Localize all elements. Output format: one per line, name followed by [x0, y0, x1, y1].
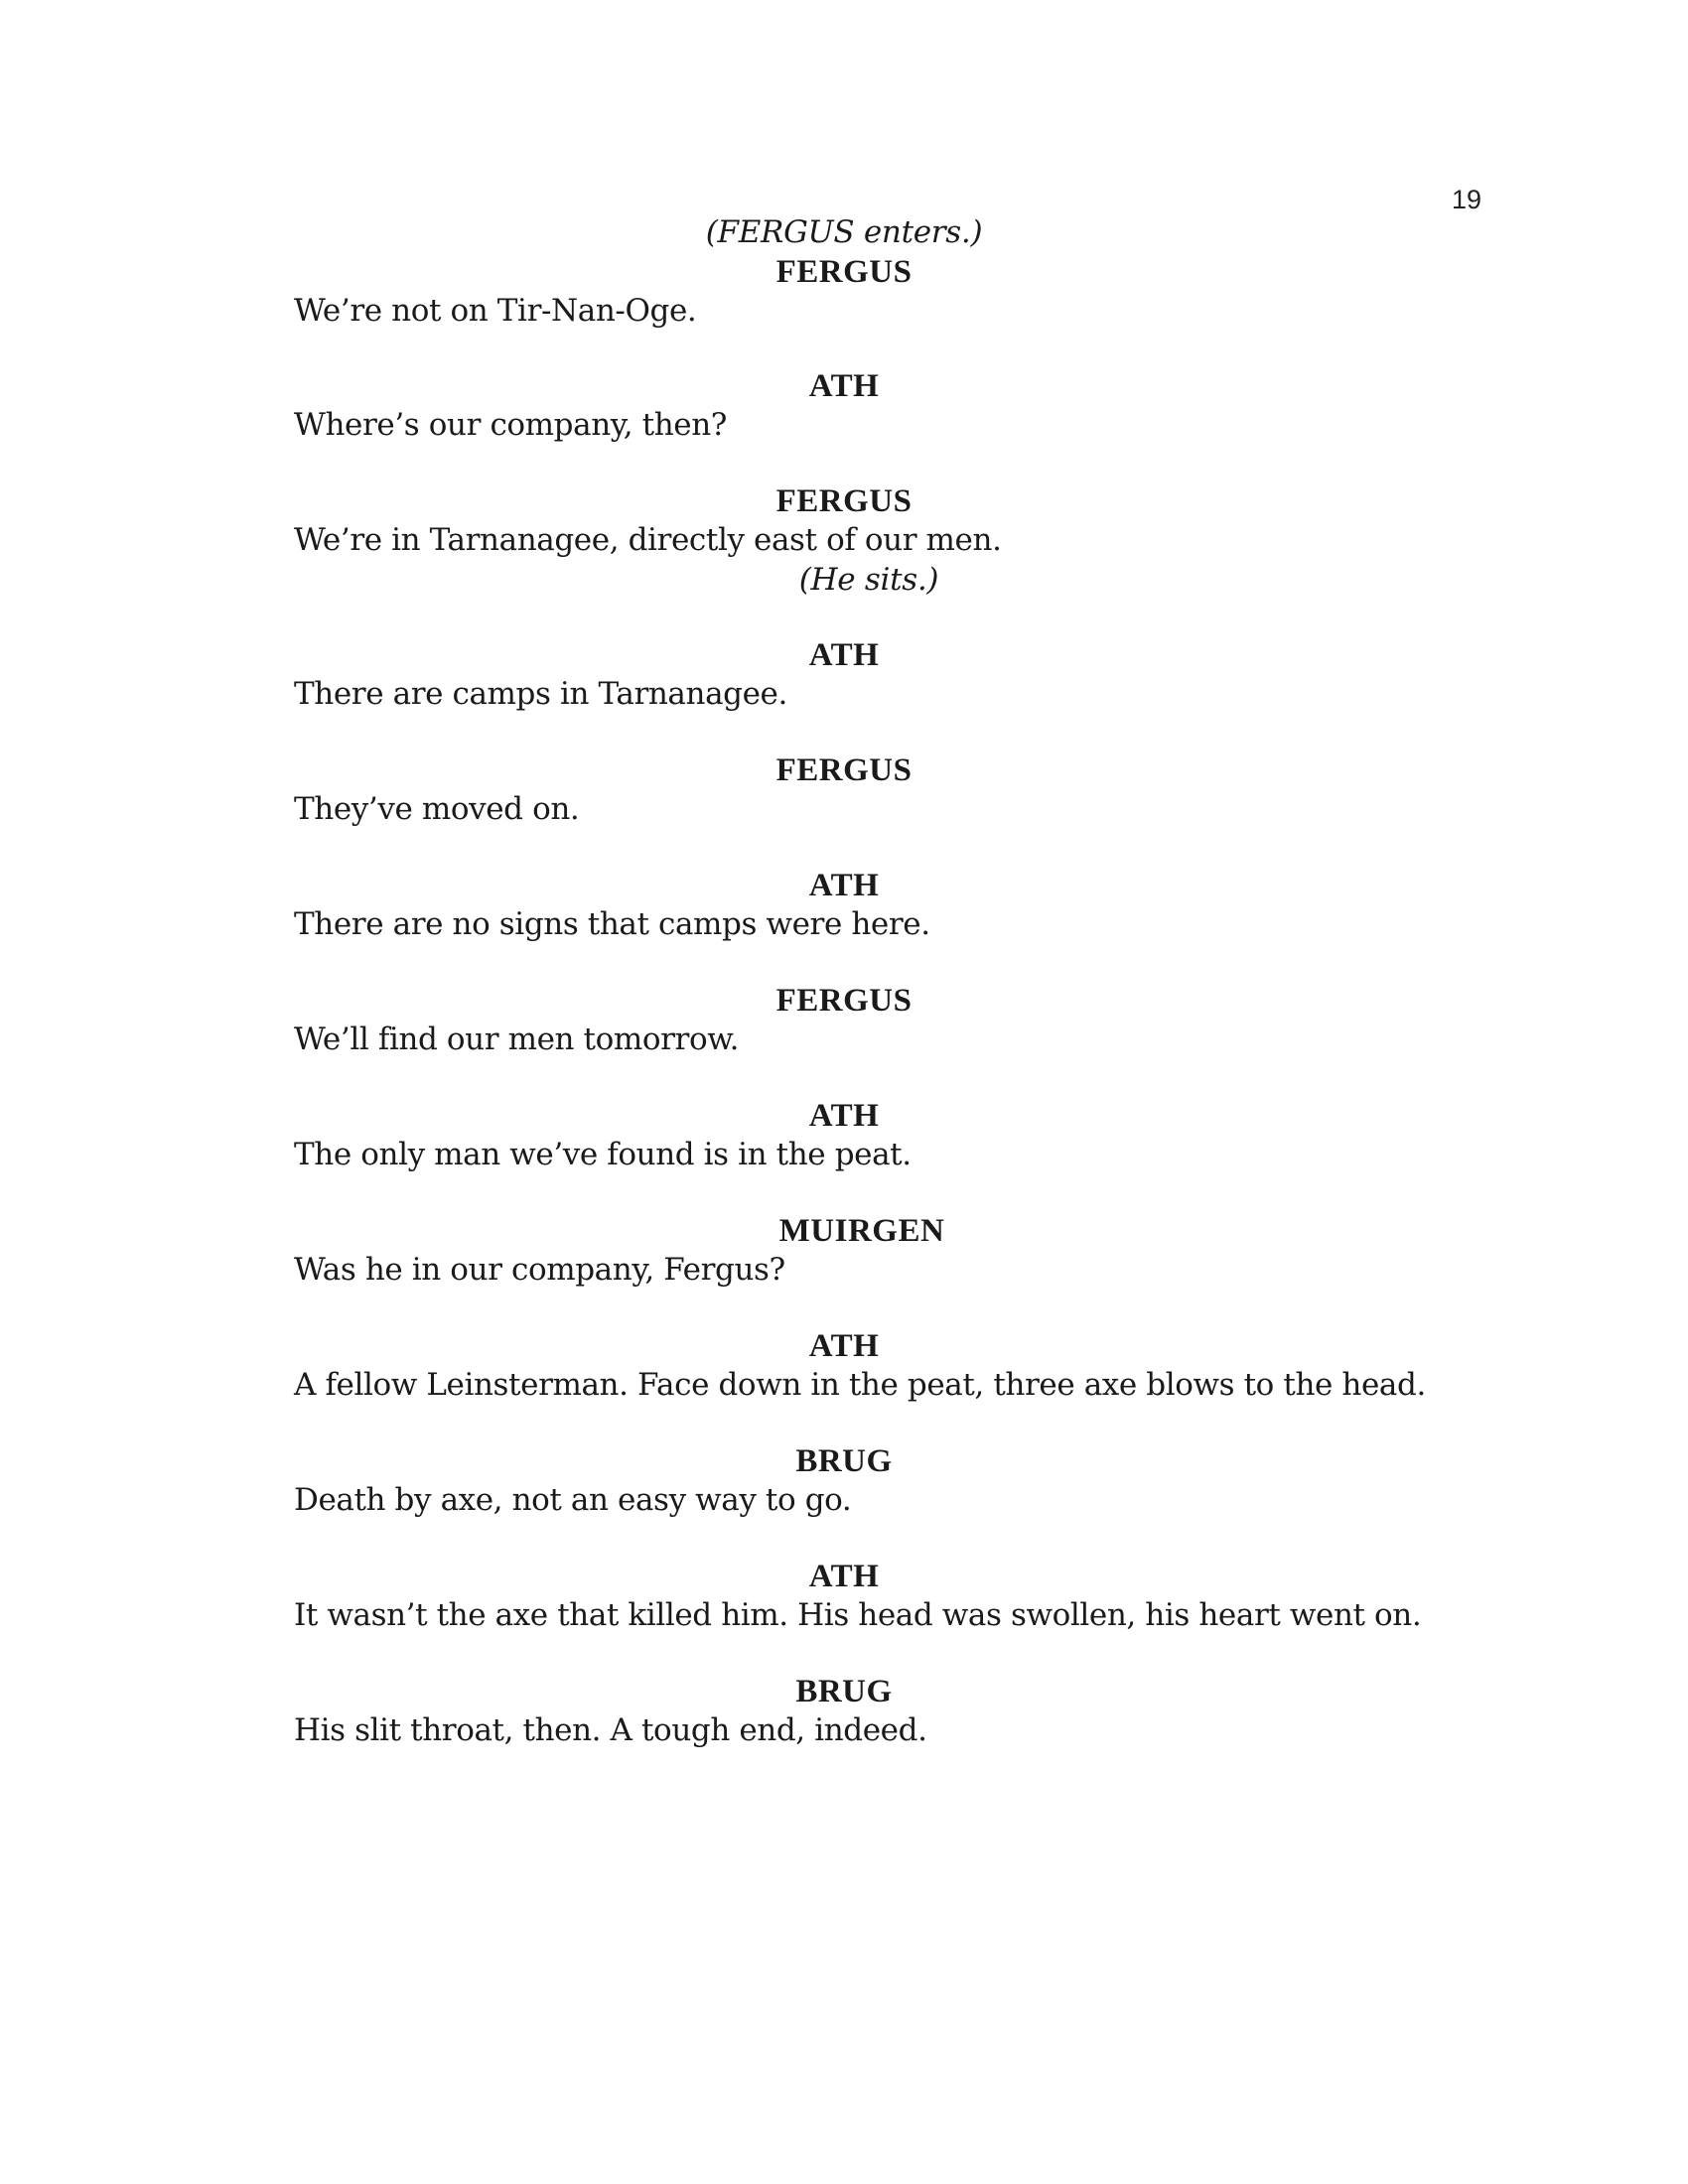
stage-direction: (He sits.) [798, 562, 939, 598]
speaker-name: FERGUS [775, 254, 913, 290]
speaker-name: BRUG [795, 1443, 893, 1479]
speaker-name: FERGUS [775, 983, 913, 1019]
dialogue-line: Death by axe, not an easy way to go. [294, 1482, 852, 1518]
dialogue-line: We’ll find our men tomorrow. [294, 1022, 740, 1057]
dialogue-line: The only man we’ve found is in the peat. [294, 1137, 912, 1172]
page-number: 19 [1452, 185, 1482, 214]
speaker-name: ATH [808, 1328, 880, 1364]
dialogue-line: It wasn’t the axe that killed him. His head was swollen, his heart went on. [294, 1597, 1422, 1633]
dialogue-line: There are no signs that camps were here. [294, 906, 930, 942]
speaker-name: FERGUS [775, 483, 913, 519]
dialogue-line: We’re in Tarnanagee, directly east of our men. [294, 522, 1002, 558]
dialogue-line: His slit throat, then. A tough end, indeed. [294, 1712, 927, 1748]
speaker-name: FERGUS [775, 752, 913, 788]
speaker-name: BRUG [795, 1674, 893, 1709]
speaker-name: ATH [808, 368, 880, 404]
speaker-name: ATH [808, 868, 880, 903]
dialogue-line: Where’s our company, then? [294, 407, 728, 443]
dialogue-line: A fellow Leinsterman. Face down in the peat, three axe blows to the head. [294, 1367, 1426, 1403]
speaker-name: ATH [808, 637, 880, 673]
dialogue-line: We’re not on Tir-Nan-Oge. [294, 293, 697, 329]
speaker-name: ATH [808, 1559, 880, 1594]
stage-direction-entrance: (FERGUS enters.) [705, 214, 983, 250]
dialogue-line: They’ve moved on. [294, 791, 580, 827]
dialogue-line: There are camps in Tarnanagee. [294, 676, 787, 712]
speaker-name: MUIRGEN [778, 1213, 945, 1249]
speaker-name: ATH [808, 1098, 880, 1134]
dialogue-line: Was he in our company, Fergus? [294, 1252, 785, 1288]
